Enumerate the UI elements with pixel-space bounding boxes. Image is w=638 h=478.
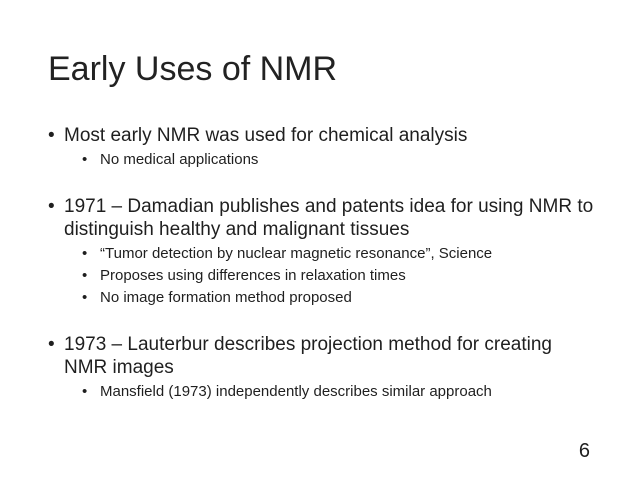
slide-title: Early Uses of NMR bbox=[48, 50, 338, 88]
sub-bullet-text: No medical applications bbox=[100, 151, 259, 168]
sub-bullet-text: No image formation method proposed bbox=[100, 289, 352, 306]
sub-bullet-text: Proposes using differences in relaxation times bbox=[100, 267, 406, 284]
sub-bullet-2-1 bbox=[38, 243, 598, 265]
sub-bullet-3-1 bbox=[38, 381, 598, 403]
bullet-1-subs bbox=[64, 149, 598, 171]
sub-bullet-dot: • bbox=[82, 245, 88, 262]
sub-bullet-2-3 bbox=[38, 287, 598, 309]
bullet-1 bbox=[38, 124, 598, 171]
bullet-2-text: 1971 – Damadian publishes and patents idea for using NMR to distinguish healthy and malignant tissues bbox=[64, 196, 594, 240]
sub-bullet-text: Mansfield (1973) independently describes similar approach bbox=[100, 383, 492, 400]
bullet-1-text: Most early NMR was used for chemical analysis bbox=[64, 125, 468, 146]
sub-bullet-text: “Tumor detection by nuclear magnetic resonance”, Science bbox=[100, 245, 493, 262]
sub-bullet-2-2 bbox=[38, 265, 598, 287]
sub-bullet-dot: • bbox=[82, 151, 88, 168]
sub-bullet-dot: • bbox=[82, 267, 88, 284]
sub-bullet-1-1 bbox=[38, 149, 598, 171]
bullet-list bbox=[38, 124, 598, 403]
sub-bullet-dot: • bbox=[82, 289, 88, 306]
bullet-2-subs bbox=[64, 243, 598, 309]
bullet-3 bbox=[38, 333, 598, 403]
page-number: 6 bbox=[578, 440, 590, 462]
bullet-dot: • bbox=[48, 196, 55, 217]
bullet-dot: • bbox=[48, 334, 55, 355]
bullet-dot: • bbox=[48, 125, 55, 146]
bullet-2 bbox=[38, 195, 598, 309]
bullet-3-subs bbox=[64, 381, 598, 403]
sub-bullet-dot: • bbox=[82, 383, 88, 400]
bullet-3-text: 1973 – Lauterbur describes projection method for creating NMR images bbox=[64, 334, 552, 378]
